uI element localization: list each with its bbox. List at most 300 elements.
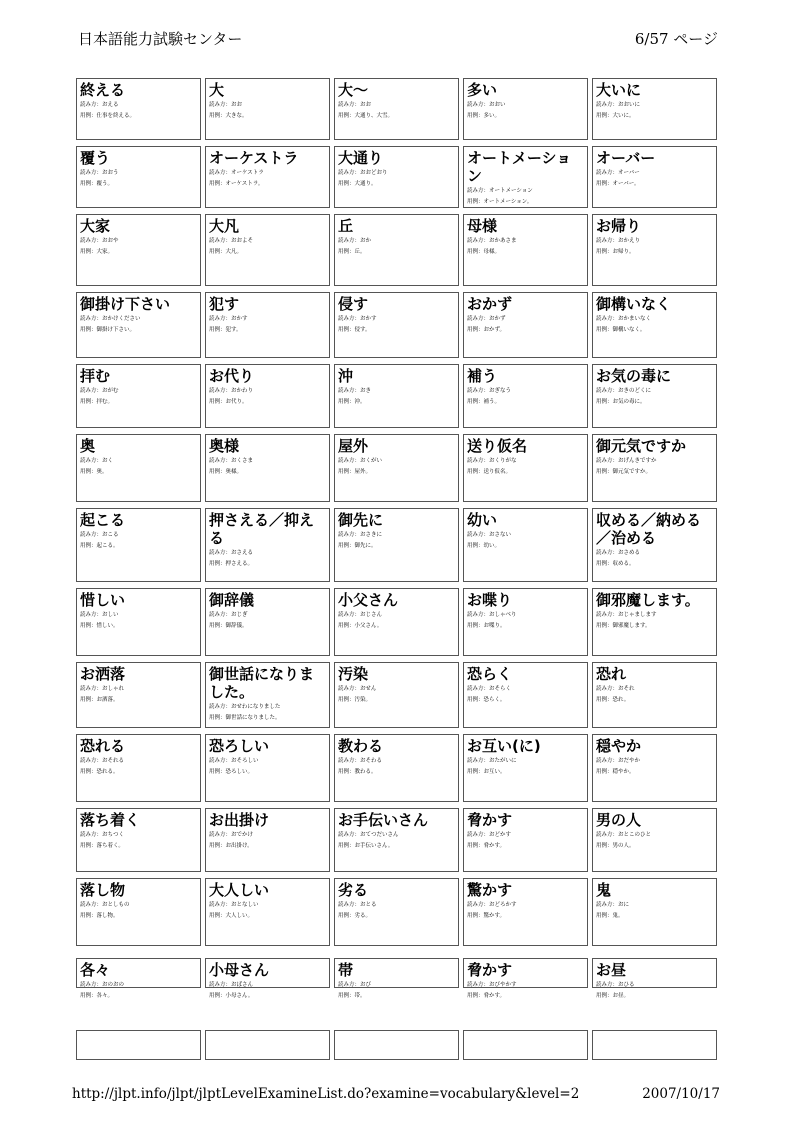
vocab-entry: [205, 214, 330, 286]
reading-label: 読み方：: [209, 902, 232, 908]
vocab-entry: [205, 878, 330, 946]
vocab-entry: [463, 662, 588, 728]
reading-value: おてつだいさん: [360, 832, 399, 838]
vocab-entry: [205, 662, 330, 728]
vocab-usage: 用例：押さえる。: [209, 561, 254, 567]
vocab-reading: [596, 981, 713, 989]
vocab-usage: 用例：犯す。: [209, 327, 242, 333]
vocab-word: お出掛け: [209, 811, 270, 829]
vocab-reading: [209, 315, 326, 323]
reading-value: おちつく: [102, 832, 124, 838]
vocab-usage: 用例：恐らく。: [467, 697, 506, 703]
vocab-entry: [205, 292, 330, 358]
vocab-word: 沖: [338, 367, 354, 385]
vocab-entry: [463, 588, 588, 656]
reading-value: おくさま: [231, 458, 254, 464]
reading-value: おとなしい: [231, 902, 259, 908]
vocab-word: 男の人: [596, 811, 642, 829]
vocab-reading: [467, 981, 584, 989]
reading-value: おどかす: [489, 832, 512, 838]
vocab-entry: [205, 808, 330, 872]
reading-label: 読み方：: [209, 458, 232, 464]
page-number: 6/57 ページ: [634, 30, 718, 48]
reading-value: おくがい: [360, 458, 383, 464]
reading-value: おばさん: [231, 982, 254, 988]
vocab-usage: 用例：恐ろしい。: [209, 769, 254, 775]
vocab-word: 脅かす: [467, 961, 513, 979]
vocab-usage: 用例：小父さん。: [338, 623, 383, 629]
reading-label: 読み方：: [467, 102, 490, 108]
vocab-entry: [592, 958, 717, 999]
vocab-entry: [76, 958, 201, 999]
vocab-reading: [467, 757, 584, 765]
vocab-word: 拝む: [80, 367, 111, 385]
vocab-entry: [76, 364, 201, 428]
vocab-entry: [334, 734, 459, 802]
empty-cell: [592, 1030, 717, 1060]
vocab-entry: [334, 214, 459, 286]
vocab-usage: 用例：大いに。: [596, 113, 635, 119]
reading-label: 読み方：: [596, 102, 619, 108]
vocab-word: 驚かす: [467, 881, 513, 899]
vocab-usage: 用例：おかず。: [467, 327, 506, 333]
reading-value: おたがいに: [489, 758, 517, 764]
vocab-word: 屋外: [338, 437, 369, 455]
vocab-usage: 用例：仕事を終える。: [80, 113, 136, 119]
reading-value: おだやか: [618, 758, 641, 764]
vocab-usage: 用例：お気の毒に。: [596, 399, 646, 405]
vocab-usage: 用例：穏やか。: [596, 769, 635, 775]
reading-value: オーバー: [618, 170, 640, 176]
vocab-entry: [592, 878, 717, 946]
reading-value: おこる: [102, 532, 119, 538]
reading-label: 読み方：: [596, 458, 619, 464]
reading-label: 読み方：: [338, 238, 361, 244]
vocab-entry: [592, 508, 717, 582]
reading-label: 読み方：: [209, 170, 232, 176]
reading-value: おおよそ: [231, 238, 254, 244]
vocab-reading: [338, 757, 455, 765]
site-title: 日本語能力試験センター: [78, 30, 243, 48]
vocab-reading: [596, 315, 713, 323]
vocab-reading: [209, 237, 326, 245]
vocab-entry: [76, 508, 201, 582]
vocab-word: 恐ろしい: [209, 737, 270, 755]
vocab-reading: [596, 685, 713, 693]
vocab-usage: 用例：帯。: [338, 993, 366, 999]
vocab-usage: 用例：屋外。: [338, 469, 372, 475]
vocab-entry: [592, 146, 717, 208]
vocab-reading: [467, 611, 584, 619]
vocab-usage: 用例：教わる。: [338, 769, 377, 775]
vocab-usage: 用例：大凡。: [209, 249, 243, 255]
reading-label: 読み方：: [80, 170, 103, 176]
vocab-usage: 用例：収める。: [596, 561, 635, 567]
vocab-usage: 用例：汚染。: [338, 697, 372, 703]
vocab-usage: 用例：恐れる。: [80, 769, 119, 775]
reading-value: おのおの: [102, 982, 125, 988]
reading-value: おじさん: [360, 612, 383, 618]
vocab-word: 教わる: [338, 737, 384, 755]
reading-value: おどろかす: [489, 902, 517, 908]
vocab-entry: [592, 434, 717, 502]
vocab-word: 収める／納める／治める: [596, 511, 702, 547]
vocab-word: 穏やか: [596, 737, 642, 755]
vocab-entry: [334, 146, 459, 208]
vocab-word: お手伝いさん: [338, 811, 429, 829]
vocab-entry: [76, 146, 201, 208]
vocab-word: 惜しい: [80, 591, 126, 609]
vocab-word: 落ち着く: [80, 811, 141, 829]
reading-value: おさきに: [360, 532, 383, 538]
vocab-usage: 用例：お互い。: [467, 769, 506, 775]
vocab-reading: [596, 101, 713, 109]
vocab-reading: [209, 549, 326, 557]
reading-value: おぎなう: [489, 388, 512, 394]
vocab-usage: 用例：拝む。: [80, 399, 114, 405]
vocab-reading: [209, 981, 326, 989]
reading-label: 読み方：: [209, 316, 232, 322]
vocab-usage: 用例：御掛け下さい。: [80, 327, 136, 333]
vocab-usage: 用例：落し物。: [80, 913, 119, 919]
vocab-reading: [596, 549, 713, 557]
vocab-entry: [592, 808, 717, 872]
reading-value: おがむ: [102, 388, 119, 394]
vocab-reading: [80, 685, 197, 693]
reading-label: 読み方：: [80, 102, 103, 108]
vocab-entry: [334, 292, 459, 358]
vocab-word: 各々: [80, 961, 111, 979]
vocab-reading: [467, 531, 584, 539]
vocab-usage: 用例：脅かす。: [467, 843, 506, 849]
vocab-word: 補う: [467, 367, 498, 385]
vocab-word: 御世話になりました。: [209, 665, 315, 701]
reading-label: 読み方：: [338, 612, 361, 618]
reading-label: 読み方：: [596, 758, 619, 764]
vocab-entry: [463, 958, 588, 999]
reading-value: おおどおり: [360, 170, 388, 176]
vocab-usage: 用例：幼い。: [467, 543, 501, 549]
vocab-reading: [338, 981, 455, 989]
reading-label: 読み方：: [80, 758, 103, 764]
vocab-reading: [80, 901, 197, 909]
reading-value: おく: [102, 458, 114, 464]
reading-label: 読み方：: [209, 982, 232, 988]
vocab-entry: [334, 808, 459, 872]
vocab-entry: [205, 958, 330, 999]
reading-value: おき: [360, 388, 372, 394]
reading-label: 読み方：: [80, 902, 103, 908]
reading-label: 読み方：: [80, 458, 103, 464]
vocab-reading: [596, 237, 713, 245]
reading-value: おび: [360, 982, 372, 988]
empty-cell: [205, 1030, 330, 1060]
reading-value: おびやかす: [489, 982, 517, 988]
vocab-reading: [467, 457, 584, 465]
reading-value: おかす: [360, 316, 377, 322]
reading-label: 読み方：: [467, 686, 490, 692]
vocab-word: 鬼: [596, 881, 612, 899]
reading-value: おかえり: [618, 238, 641, 244]
vocab-entry: [205, 434, 330, 502]
reading-label: 読み方：: [338, 316, 361, 322]
vocab-entry: [205, 364, 330, 428]
reading-label: 読み方：: [209, 612, 232, 618]
reading-value: おか: [360, 238, 372, 244]
vocab-usage: 用例：送り仮名。: [467, 469, 512, 475]
vocab-reading: [338, 169, 455, 177]
reading-value: おえる: [102, 102, 119, 108]
vocab-reading: [338, 831, 455, 839]
vocab-usage: 用例：多い。: [467, 113, 501, 119]
vocab-reading: [338, 457, 455, 465]
vocab-reading: [467, 387, 584, 395]
reading-label: 読み方：: [338, 686, 361, 692]
reading-value: おに: [618, 902, 630, 908]
reading-label: 読み方：: [467, 188, 490, 194]
reading-label: 読み方：: [467, 758, 490, 764]
reading-label: 読み方：: [467, 902, 490, 908]
vocab-entry: [205, 588, 330, 656]
vocab-usage: 用例：御辞儀。: [209, 623, 248, 629]
vocab-reading: [596, 387, 713, 395]
vocab-word: 丘: [338, 217, 354, 235]
vocab-reading: [80, 315, 197, 323]
vocab-reading: [467, 685, 584, 693]
vocab-word: 御構いなく: [596, 295, 672, 313]
reading-value: おじゃまします: [618, 612, 657, 618]
reading-label: 読み方：: [80, 532, 103, 538]
vocab-word: お洒落: [80, 665, 126, 683]
reading-label: 読み方：: [596, 316, 619, 322]
reading-value: おおや: [102, 238, 119, 244]
vocab-usage: 用例：起こる。: [80, 543, 119, 549]
vocab-reading: [80, 387, 197, 395]
vocab-entry: [463, 146, 588, 208]
vocab-entry: [463, 878, 588, 946]
vocab-word: オートメーション: [467, 149, 572, 185]
vocab-word: 脅かす: [467, 811, 513, 829]
vocab-usage: 用例：お洒落。: [80, 697, 119, 703]
reading-label: 読み方：: [209, 832, 232, 838]
vocab-word: 多い: [467, 81, 498, 99]
vocab-word: 御元気ですか: [596, 437, 687, 455]
vocab-entry: [205, 146, 330, 208]
vocab-entry: [76, 434, 201, 502]
vocab-usage: 用例：劣る。: [338, 913, 372, 919]
reading-label: 読み方：: [209, 550, 232, 556]
reading-value: おそろしい: [231, 758, 259, 764]
vocab-usage: 用例：各々。: [80, 993, 114, 999]
vocab-reading: [209, 757, 326, 765]
vocab-usage: 用例：大人しい。: [209, 913, 254, 919]
reading-label: 読み方：: [80, 388, 103, 394]
vocab-reading: [596, 611, 713, 619]
vocab-word: 大人しい: [209, 881, 270, 899]
vocab-usage: 用例：御世話になりました。: [209, 715, 281, 721]
reading-label: 読み方：: [338, 902, 361, 908]
vocab-word: お昼: [596, 961, 627, 979]
reading-label: 読み方：: [80, 832, 103, 838]
vocab-usage: 用例：オーバー。: [596, 181, 640, 187]
vocab-reading: [209, 387, 326, 395]
vocab-reading: [209, 901, 326, 909]
vocab-word: 恐れ: [596, 665, 627, 683]
vocab-entry: [463, 214, 588, 286]
vocab-entry: [76, 808, 201, 872]
vocab-usage: 用例：お出掛け。: [209, 843, 253, 849]
empty-cell: [463, 1030, 588, 1060]
reading-value: おおい: [489, 102, 506, 108]
vocab-entry: [76, 662, 201, 728]
vocab-entry: [76, 292, 201, 358]
reading-value: おでかけ: [231, 832, 253, 838]
vocab-reading: [80, 831, 197, 839]
vocab-usage: 用例：御邪魔します。: [596, 623, 651, 629]
vocab-entry: [592, 78, 717, 140]
reading-value: おせん: [360, 686, 377, 692]
vocab-usage: 用例：脅かす。: [467, 993, 506, 999]
vocab-entry: [205, 508, 330, 582]
vocab-reading: [209, 457, 326, 465]
vocab-reading: [80, 101, 197, 109]
reading-label: 読み方：: [596, 388, 619, 394]
vocab-word: 大～: [338, 81, 369, 99]
vocab-word: お代り: [209, 367, 255, 385]
vocab-entry: [334, 508, 459, 582]
empty-cell: [334, 1030, 459, 1060]
vocab-reading: [209, 169, 326, 177]
vocab-reading: [338, 531, 455, 539]
vocab-reading: [596, 901, 713, 909]
vocab-word: 御先に: [338, 511, 384, 529]
vocab-entry: [76, 734, 201, 802]
reading-label: 読み方：: [467, 612, 490, 618]
reading-label: 読み方：: [596, 686, 619, 692]
vocab-entry: [334, 878, 459, 946]
vocab-reading: [338, 611, 455, 619]
reading-value: おひる: [618, 982, 635, 988]
vocab-word: 大凡: [209, 217, 240, 235]
vocab-usage: 用例：御元気ですか。: [596, 469, 652, 475]
vocab-usage: 用例：補う。: [467, 399, 501, 405]
vocab-word: 帯: [338, 961, 354, 979]
vocab-reading: [80, 981, 197, 989]
vocab-entry: [463, 364, 588, 428]
vocab-usage: 用例：大家。: [80, 249, 114, 255]
vocab-word: オーバー: [596, 149, 656, 167]
reading-value: おかまいなく: [618, 316, 652, 322]
reading-label: 読み方：: [467, 458, 490, 464]
vocab-entry: [205, 78, 330, 140]
reading-label: 読み方：: [80, 982, 103, 988]
reading-value: おかず: [489, 316, 506, 322]
vocab-reading: [209, 703, 326, 711]
vocab-entry: [334, 662, 459, 728]
vocab-usage: 用例：奥様。: [209, 469, 243, 475]
reading-value: おとこのひと: [618, 832, 652, 838]
reading-value: おかけください: [102, 316, 141, 322]
reading-label: 読み方：: [467, 832, 490, 838]
reading-value: おさえる: [231, 550, 254, 556]
reading-label: 読み方：: [596, 550, 619, 556]
reading-value: おおいに: [618, 102, 641, 108]
reading-label: 読み方：: [467, 388, 490, 394]
vocab-usage: 用例：お代り。: [209, 399, 248, 405]
vocab-reading: [467, 315, 584, 323]
reading-value: おさない: [489, 532, 512, 538]
reading-value: おげんきですか: [618, 458, 657, 464]
vocab-usage: 用例：大通り、大雪。: [338, 113, 394, 119]
reading-label: 読み方：: [467, 238, 490, 244]
reading-label: 読み方：: [80, 316, 103, 322]
reading-value: おきのどくに: [618, 388, 652, 394]
vocab-reading: [467, 101, 584, 109]
vocab-word: 幼い: [467, 511, 498, 529]
vocab-reading: [209, 611, 326, 619]
vocab-reading: [338, 315, 455, 323]
reading-value: おしい: [102, 612, 119, 618]
vocab-usage: 用例：鬼。: [596, 913, 624, 919]
vocab-word: 侵す: [338, 295, 369, 313]
reading-value: おさめる: [618, 550, 641, 556]
vocab-entry: [463, 734, 588, 802]
vocab-word: 奥: [80, 437, 96, 455]
vocab-word: 覆う: [80, 149, 111, 167]
vocab-word: 恐らく: [467, 665, 513, 683]
vocab-entry: [592, 662, 717, 728]
reading-label: 読み方：: [209, 388, 232, 394]
vocab-entry: [76, 214, 201, 286]
vocab-reading: [209, 101, 326, 109]
empty-cell: [76, 1030, 201, 1060]
reading-value: おお: [360, 102, 372, 108]
vocab-entry: [334, 364, 459, 428]
vocab-word: 犯す: [209, 295, 240, 313]
vocab-word: 大家: [80, 217, 111, 235]
vocab-reading: [467, 831, 584, 839]
vocab-entry: [592, 214, 717, 286]
vocab-word: お互い(に): [467, 737, 541, 755]
reading-value: おかあさま: [489, 238, 517, 244]
reading-value: おそれる: [102, 758, 125, 764]
vocab-reading: [80, 169, 197, 177]
vocab-usage: 用例：驚かす。: [467, 913, 506, 919]
vocab-entry: [463, 508, 588, 582]
reading-value: おかわり: [231, 388, 254, 394]
vocab-usage: 用例：大きな。: [209, 113, 248, 119]
vocab-usage: 用例：オーケストラ。: [209, 181, 264, 187]
vocab-word: 御邪魔します。: [596, 591, 700, 609]
vocab-reading: [596, 831, 713, 839]
vocab-usage: 用例：お喋り。: [467, 623, 506, 629]
vocab-word: 大通り: [338, 149, 384, 167]
vocab-word: 劣る: [338, 881, 369, 899]
vocab-reading: [80, 531, 197, 539]
reading-label: 読み方：: [338, 982, 361, 988]
vocab-usage: 用例：オートメーション。: [467, 199, 533, 205]
reading-label: 読み方：: [209, 102, 232, 108]
vocab-usage: 用例：大通り。: [338, 181, 377, 187]
vocab-entry: [592, 588, 717, 656]
vocab-word: 小母さん: [209, 961, 270, 979]
reading-label: 読み方：: [596, 982, 619, 988]
vocab-word: 恐れる: [80, 737, 126, 755]
vocab-word: お気の毒に: [596, 367, 672, 385]
reading-label: 読み方：: [467, 982, 490, 988]
footer-date: 2007/10/17: [642, 1086, 720, 1102]
vocab-reading: [338, 387, 455, 395]
